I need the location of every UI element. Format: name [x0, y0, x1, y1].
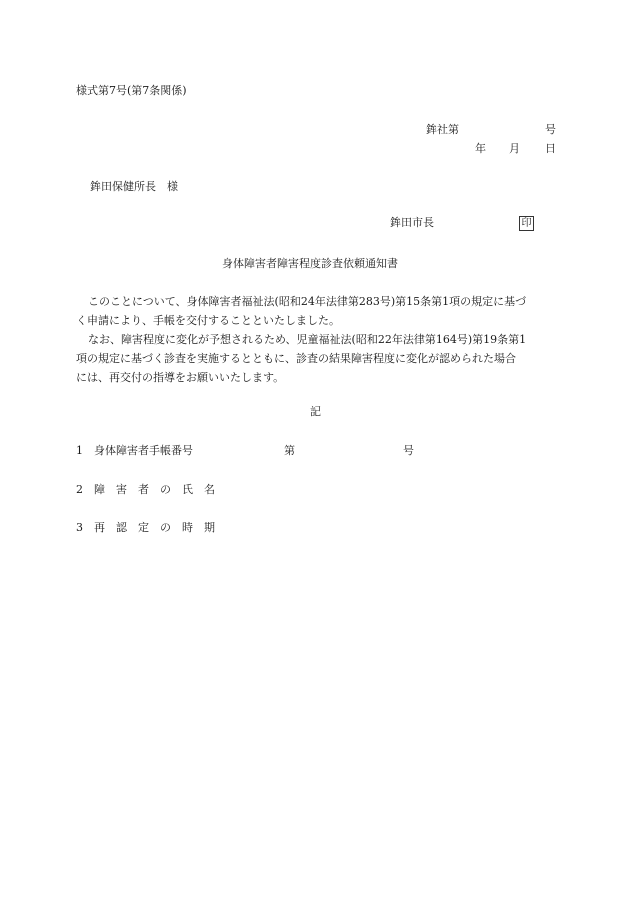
sender-title: 鉾田市長	[390, 216, 434, 229]
form-number: 様式第7号(第7条関係)	[76, 84, 187, 97]
body-p2-line2: 項の規定に基づく診査を実施するとともに、診査の結果障害程度に変化が認められた場合	[76, 352, 516, 365]
document-title: 身体障害者障害程度診査依頼通知書	[222, 257, 398, 270]
ki-heading: 記	[310, 405, 321, 418]
body-p1-line2: く申請により、手帳を交付することといたしました。	[76, 314, 340, 327]
item-1-suffix: 号	[403, 444, 414, 457]
body-paragraph-2	[76, 330, 556, 387]
reference-prefix: 鉾社第	[426, 123, 459, 136]
body-p2-line3: には、再交付の指導をお願いいたします。	[76, 371, 285, 384]
date-day: 日	[545, 142, 556, 155]
item-1-prefix: 第	[284, 444, 295, 457]
date-year: 年	[475, 142, 486, 155]
body-p2-line1: なお、障害程度に変化が予想されるため、児童福祉法(昭和22年法律第164号)第19条第1	[88, 333, 527, 346]
body-paragraph-1	[76, 292, 556, 330]
item-1-label: 1 身体障害者手帳番号	[76, 444, 193, 457]
body-p1-line1: このことについて、身体障害者福祉法(昭和24年法律第283号)第15条第1項の規定に基づ	[88, 295, 527, 308]
item-3-label: 3 再 認 定 の 時 期	[76, 521, 215, 534]
date-month: 月	[509, 142, 520, 155]
seal-mark: 印	[519, 216, 534, 231]
item-2-label: 2 障 害 者 の 氏 名	[76, 483, 215, 496]
addressee: 鉾田保健所長 様	[90, 180, 178, 193]
reference-suffix: 号	[545, 123, 556, 136]
